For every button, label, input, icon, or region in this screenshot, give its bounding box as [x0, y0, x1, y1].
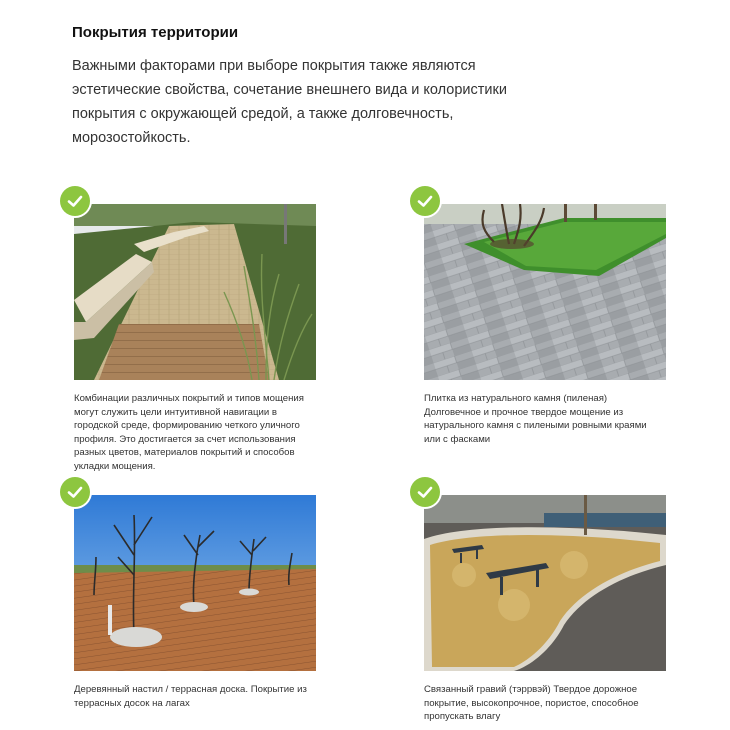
- intro-paragraph: Важными факторами при выборе покрытия также являются эстетические свойства, сочетание внешнего вида и колористики покрытия с окружающей средой, а также долговечность, морозостойкость.: [72, 58, 507, 146]
- card-caption: Деревянный настил / террасная доска. Покрытие из террасных досок на лагах: [74, 684, 307, 709]
- card-caption: Плитка из натурального камня (пиленая) Долговечное и прочное твердое мощение из натурального камня с пилеными ровными краями или с фасками: [424, 393, 647, 445]
- page-title: Покрытия территории: [72, 24, 239, 41]
- card-caption: Комбинации различных покрытий и типов мощения могут служить цели интуитивной навигации в городской среде, формированию четкого уличного профиля. Это достигается за счет использования разных цветов, материалов покрытий и способов укладки мощения.: [74, 393, 304, 472]
- photo-stone-slabs: [424, 204, 666, 380]
- photo-wooden-decking: [74, 495, 316, 671]
- check-icon: [410, 186, 440, 216]
- photo-bonded-gravel: [424, 495, 666, 671]
- card-caption: Связанный гравий (тэррвэй) Твердое дорожное покрытие, высокопрочное, пористое, способное пропускать влагу: [424, 684, 639, 723]
- photo-combined-paving: [74, 204, 316, 380]
- check-icon: [60, 477, 90, 507]
- check-icon: [60, 186, 90, 216]
- check-icon: [410, 477, 440, 507]
